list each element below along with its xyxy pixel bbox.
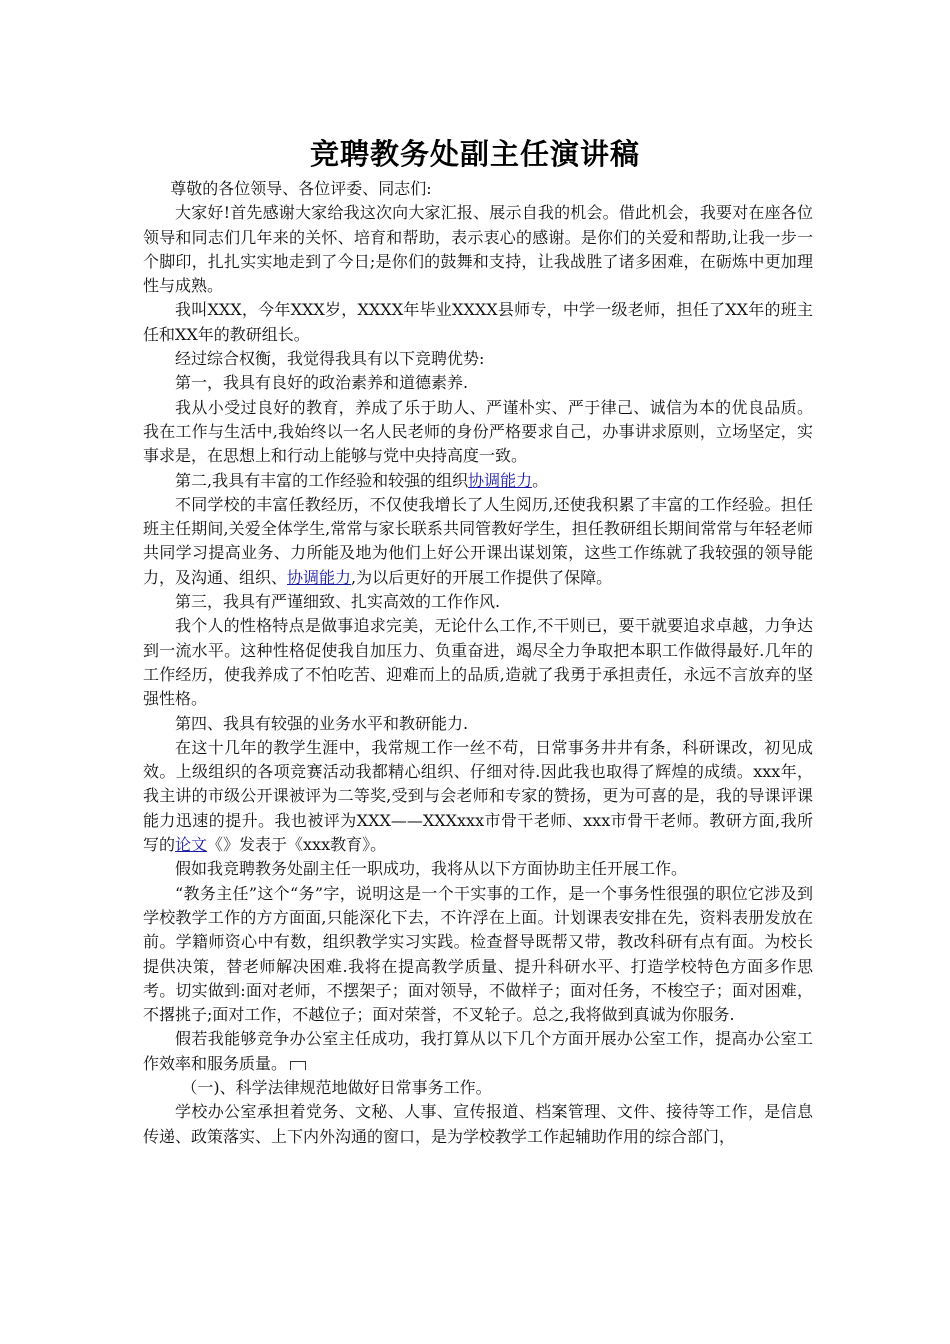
- text-span: ,为以后更好的开展工作提供了保障。: [351, 567, 613, 587]
- salutation: 尊敬的各位领导、各位评委、同志们:: [170, 179, 432, 198]
- paragraph: 假如我竞聘教务处副主任一职成功，我将从以下方面协助主任开展工作。: [175, 859, 688, 879]
- heading-point-one: 第一，我具有良好的政治素养和道德素养.: [175, 373, 469, 393]
- paragraph: 学校办公室承担着党务、文秘、人事、宣传报道、档案管理、文件、接待等工作，是信息传递、政策落实、上下内外沟通的窗口，是为学校教学工作起辅助作用的综合部门，: [143, 1102, 813, 1146]
- paragraph: 我个人的性格特点是做事追求完美，无论什么工作,不干则已，要干就要追求卓越，力争达到一流水平。这种性格促使我自加压力、负重奋进，竭尽全力争取把本职工作做得最好.几年的工作经历，使我养成了不怕吃苦、迎难而上的品质,造就了我勇于承担责任，永远不言放弃的坚强性格。: [143, 616, 813, 709]
- text-span: 假若我能够竞争办公室主任成功，我打算从以下几个方面开展办公室工作，提高办公室工作效率和服务质量。: [143, 1029, 813, 1073]
- text-span: 不同学校的丰富任教经历，不仅使我增长了人生阅历,还使我积累了丰富的工作经验。担任班主任期间,关爱全体学生,常常与家长联系共同管教好学生，担任教研组长期间常常与年轻老师共同学习提高业务、力所能及地为他们上好公开课出谋划策，这些工作练就了我较强的领导能力，及沟通、组织、: [143, 494, 813, 587]
- thesis-link[interactable]: 论文: [175, 835, 208, 855]
- paragraph-mark-icon: [290, 1061, 306, 1070]
- text-span: 。: [532, 470, 549, 490]
- text-span: 《》发表于《xxx教育》。: [207, 835, 387, 855]
- paragraph: [143, 736, 813, 857]
- paragraph: 我从小受过良好的教育，养成了乐于助人、严谨朴实、严于律己、诚信为本的优良品质。我在工作与生活中,我始终以一名人民老师的身份严格要求自己，办事讲求原则，立场坚定，实事求是，在思想上和行动上能够与党中央持高度一致。: [143, 397, 813, 466]
- heading-point-two: [143, 469, 813, 493]
- paragraph: [143, 1027, 813, 1076]
- coordination-ability-link[interactable]: 协调能力: [468, 470, 533, 490]
- coordination-ability-link[interactable]: 协调能力: [287, 567, 352, 587]
- heading-point-three: 第三，我具有严谨细致、扎实高效的工作作风.: [175, 592, 501, 612]
- paragraph: 经过综合权衡，我觉得我具有以下竞聘优势:: [175, 349, 485, 369]
- document-body: [143, 177, 813, 1149]
- heading-point-four: 第四、我具有较强的业务水平和教研能力.: [175, 713, 469, 733]
- paragraph: [143, 493, 813, 590]
- text-span: 第二,我具有丰富的工作经验和较强的组织: [175, 470, 469, 490]
- subheading: （一)、科学法律规范地做好日常事务工作。: [181, 1077, 492, 1097]
- text-span: 在这十几年的教学生涯中，我常规工作一丝不苟，日常事务井井有条，科研课改，初见成效。上级组织的各项竞赛活动我都精心组织、仔细对待.因此我也取得了辉煌的成绩。xxx年，我主讲的市级公开课被评为二等奖,受到与会老师和专家的赞扬，更为可喜的是，我的导课评课能力迅速的提升。我也被评为XXX——XXXxxx市骨干老师、xxx市骨干老师。教研方面,我所写的: [143, 737, 813, 855]
- document-title: 竞聘教务处副主任演讲稿: [309, 137, 640, 171]
- paragraph: 我叫XXX，今年XXX岁，XXXX年毕业XXXX县师专，中学一级老师，担任了XX年的班主任和XX年的教研组长。: [143, 300, 813, 344]
- paragraph: “教务主任”这个“务”字，说明这是一个干实事的工作，是一个事务性很强的职位它涉及到学校教学工作的方方面面,只能深化下去，不许浮在上面。计划课表安排在先，资料表册发放在前。学籍师资心中有数，组织教学实习实践。检查督导既帮又带，教改科研有点有面。为校长提供决策，替老师解决困难.我将在提高教学质量、提升科研水平、打造学校特色方面多作思考。切实做到:面对老师，不摆架子；面对领导，不做样子；面对任务，不梭空子；面对困难，不撂挑子;面对工作，不越位子；面对荣誉，不叉轮子。总之,我将做到真诚为你服务.: [143, 883, 813, 1025]
- paragraph: 大家好!首先感谢大家给我这次向大家汇报、展示自我的机会。借此机会，我要对在座各位领导和同志们几年来的关怀、培育和帮助，表示衷心的感谢。是你们的关爱和帮助,让我一步一个脚印，扎扎实实地走到了今日;是你们的鼓舞和支持，让我战胜了诸多困难，在砺炼中更加理性与成熟。: [143, 203, 813, 296]
